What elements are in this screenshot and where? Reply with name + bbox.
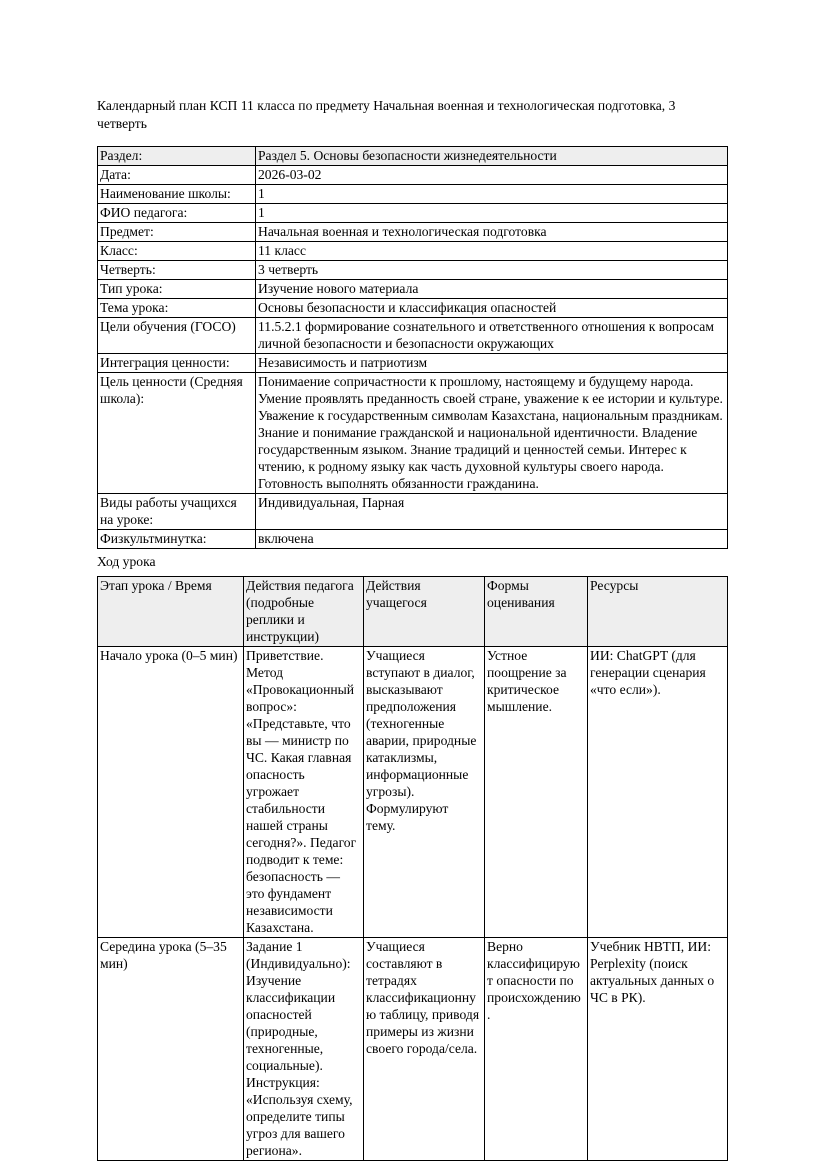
teacher-actions-cell: Приветствие. Метод «Провокационный вопрос»: «Представьте, что вы — министр по ЧС. Какая главная опасность угрожает стабильности нашей страны сегодня?». Педагог подводит к теме: безопасность — это фундамент независимости Казахстана. bbox=[244, 647, 364, 938]
info-label: Цели обучения (ГОСО) bbox=[98, 318, 256, 354]
table-row bbox=[98, 166, 728, 185]
table-row bbox=[98, 204, 728, 223]
table-row bbox=[98, 647, 728, 938]
resources-cell: ИИ: ChatGPT (для генерации сценария «что если»). bbox=[588, 647, 728, 938]
info-value: Изучение нового материала bbox=[256, 280, 728, 299]
info-value: 11.5.2.1 формирование сознательного и ответственного отношения к вопросам личной безопасности и безопасности окружающих bbox=[256, 318, 728, 354]
column-header-assessment: Формы оценивания bbox=[485, 577, 588, 647]
section-heading: Ход урока bbox=[97, 554, 156, 569]
column-header-stage: Этап урока / Время bbox=[98, 577, 244, 647]
info-value: Понимаение сопричастности к прошлому, настоящему и будущему народа. Умение проявлять преданность своей стране, уважение к ее истории и культуре. Уважение к государственным символам Казахстана, национальным праздникам. Знание и понимание гражданской и национальной идентичности. Владение государственным языком. Знание традиций и ценностей семьи. Интерес к чтению, к родному языку как часть духовной культуры своего народа. Готовность выполнять обязанности гражданина. bbox=[256, 373, 728, 494]
table-row bbox=[98, 242, 728, 261]
table-row bbox=[98, 530, 728, 549]
info-label: Дата: bbox=[98, 166, 256, 185]
table-row bbox=[98, 373, 728, 494]
table-row bbox=[98, 280, 728, 299]
table-header-row bbox=[98, 577, 728, 647]
page-title: Календарный план КСП 11 класса по предмету Начальная военная и технологическая подготовка, 3 четверть bbox=[97, 98, 676, 131]
teacher-actions-cell: Задание 1 (Индивидуально): Изучение классификации опасностей (природные, техногенные, социальные). Инструкция: «Используя схему, определите типы угроз для вашего региона». bbox=[244, 938, 364, 1161]
info-value: 3 четверть bbox=[256, 261, 728, 280]
info-label: Физкультминутка: bbox=[98, 530, 256, 549]
info-value: 2026-03-02 bbox=[256, 166, 728, 185]
info-label: Интеграция ценности: bbox=[98, 354, 256, 373]
table-row bbox=[98, 299, 728, 318]
info-label: Наименование школы: bbox=[98, 185, 256, 204]
lesson-info-table bbox=[97, 146, 728, 549]
info-label: Тема урока: bbox=[98, 299, 256, 318]
info-label: Виды работы учащихся на уроке: bbox=[98, 494, 256, 530]
info-value: включена bbox=[256, 530, 728, 549]
table-row bbox=[98, 147, 728, 166]
info-label: Предмет: bbox=[98, 223, 256, 242]
assessment-cell: Верно классифицируют опасности по происхождению. bbox=[485, 938, 588, 1161]
info-value: Независимость и патриотизм bbox=[256, 354, 728, 373]
column-header-teacher-actions: Действия педагога (подробные реплики и инструкции) bbox=[244, 577, 364, 647]
table-row bbox=[98, 223, 728, 242]
info-value: Раздел 5. Основы безопасности жизнедеятельности bbox=[256, 147, 728, 166]
resources-cell: Учебник НВТП, ИИ: Perplexity (поиск актуальных данных о ЧС в РК). bbox=[588, 938, 728, 1161]
table-row bbox=[98, 938, 728, 1161]
info-label: Четверть: bbox=[98, 261, 256, 280]
column-header-resources: Ресурсы bbox=[588, 577, 728, 647]
table-row bbox=[98, 354, 728, 373]
stage-cell: Середина урока (5–35 мин) bbox=[98, 938, 244, 1161]
info-value: Начальная военная и технологическая подготовка bbox=[256, 223, 728, 242]
table-row bbox=[98, 185, 728, 204]
table-row bbox=[98, 494, 728, 530]
table-row bbox=[98, 261, 728, 280]
info-value: Основы безопасности и классификация опасностей bbox=[256, 299, 728, 318]
lesson-flow-table bbox=[97, 576, 728, 1161]
table-row bbox=[98, 318, 728, 354]
info-label: Тип урока: bbox=[98, 280, 256, 299]
info-label: ФИО педагога: bbox=[98, 204, 256, 223]
info-value: 11 класс bbox=[256, 242, 728, 261]
info-label: Цель ценности (Средняя школа): bbox=[98, 373, 256, 494]
column-header-student-actions: Действия учащегося bbox=[364, 577, 485, 647]
info-value: Индивидуальная, Парная bbox=[256, 494, 728, 530]
student-actions-cell: Учащиеся составляют в тетрадях классификационную таблицу, приводя примеры из жизни своего города/села. bbox=[364, 938, 485, 1161]
info-label: Раздел: bbox=[98, 147, 256, 166]
stage-cell: Начало урока (0–5 мин) bbox=[98, 647, 244, 938]
assessment-cell: Устное поощрение за критическое мышление. bbox=[485, 647, 588, 938]
info-value: 1 bbox=[256, 204, 728, 223]
info-value: 1 bbox=[256, 185, 728, 204]
student-actions-cell: Учащиеся вступают в диалог, высказывают предположения (техногенные аварии, природные катаклизмы, информационные угрозы). Формулируют тему. bbox=[364, 647, 485, 938]
info-label: Класс: bbox=[98, 242, 256, 261]
